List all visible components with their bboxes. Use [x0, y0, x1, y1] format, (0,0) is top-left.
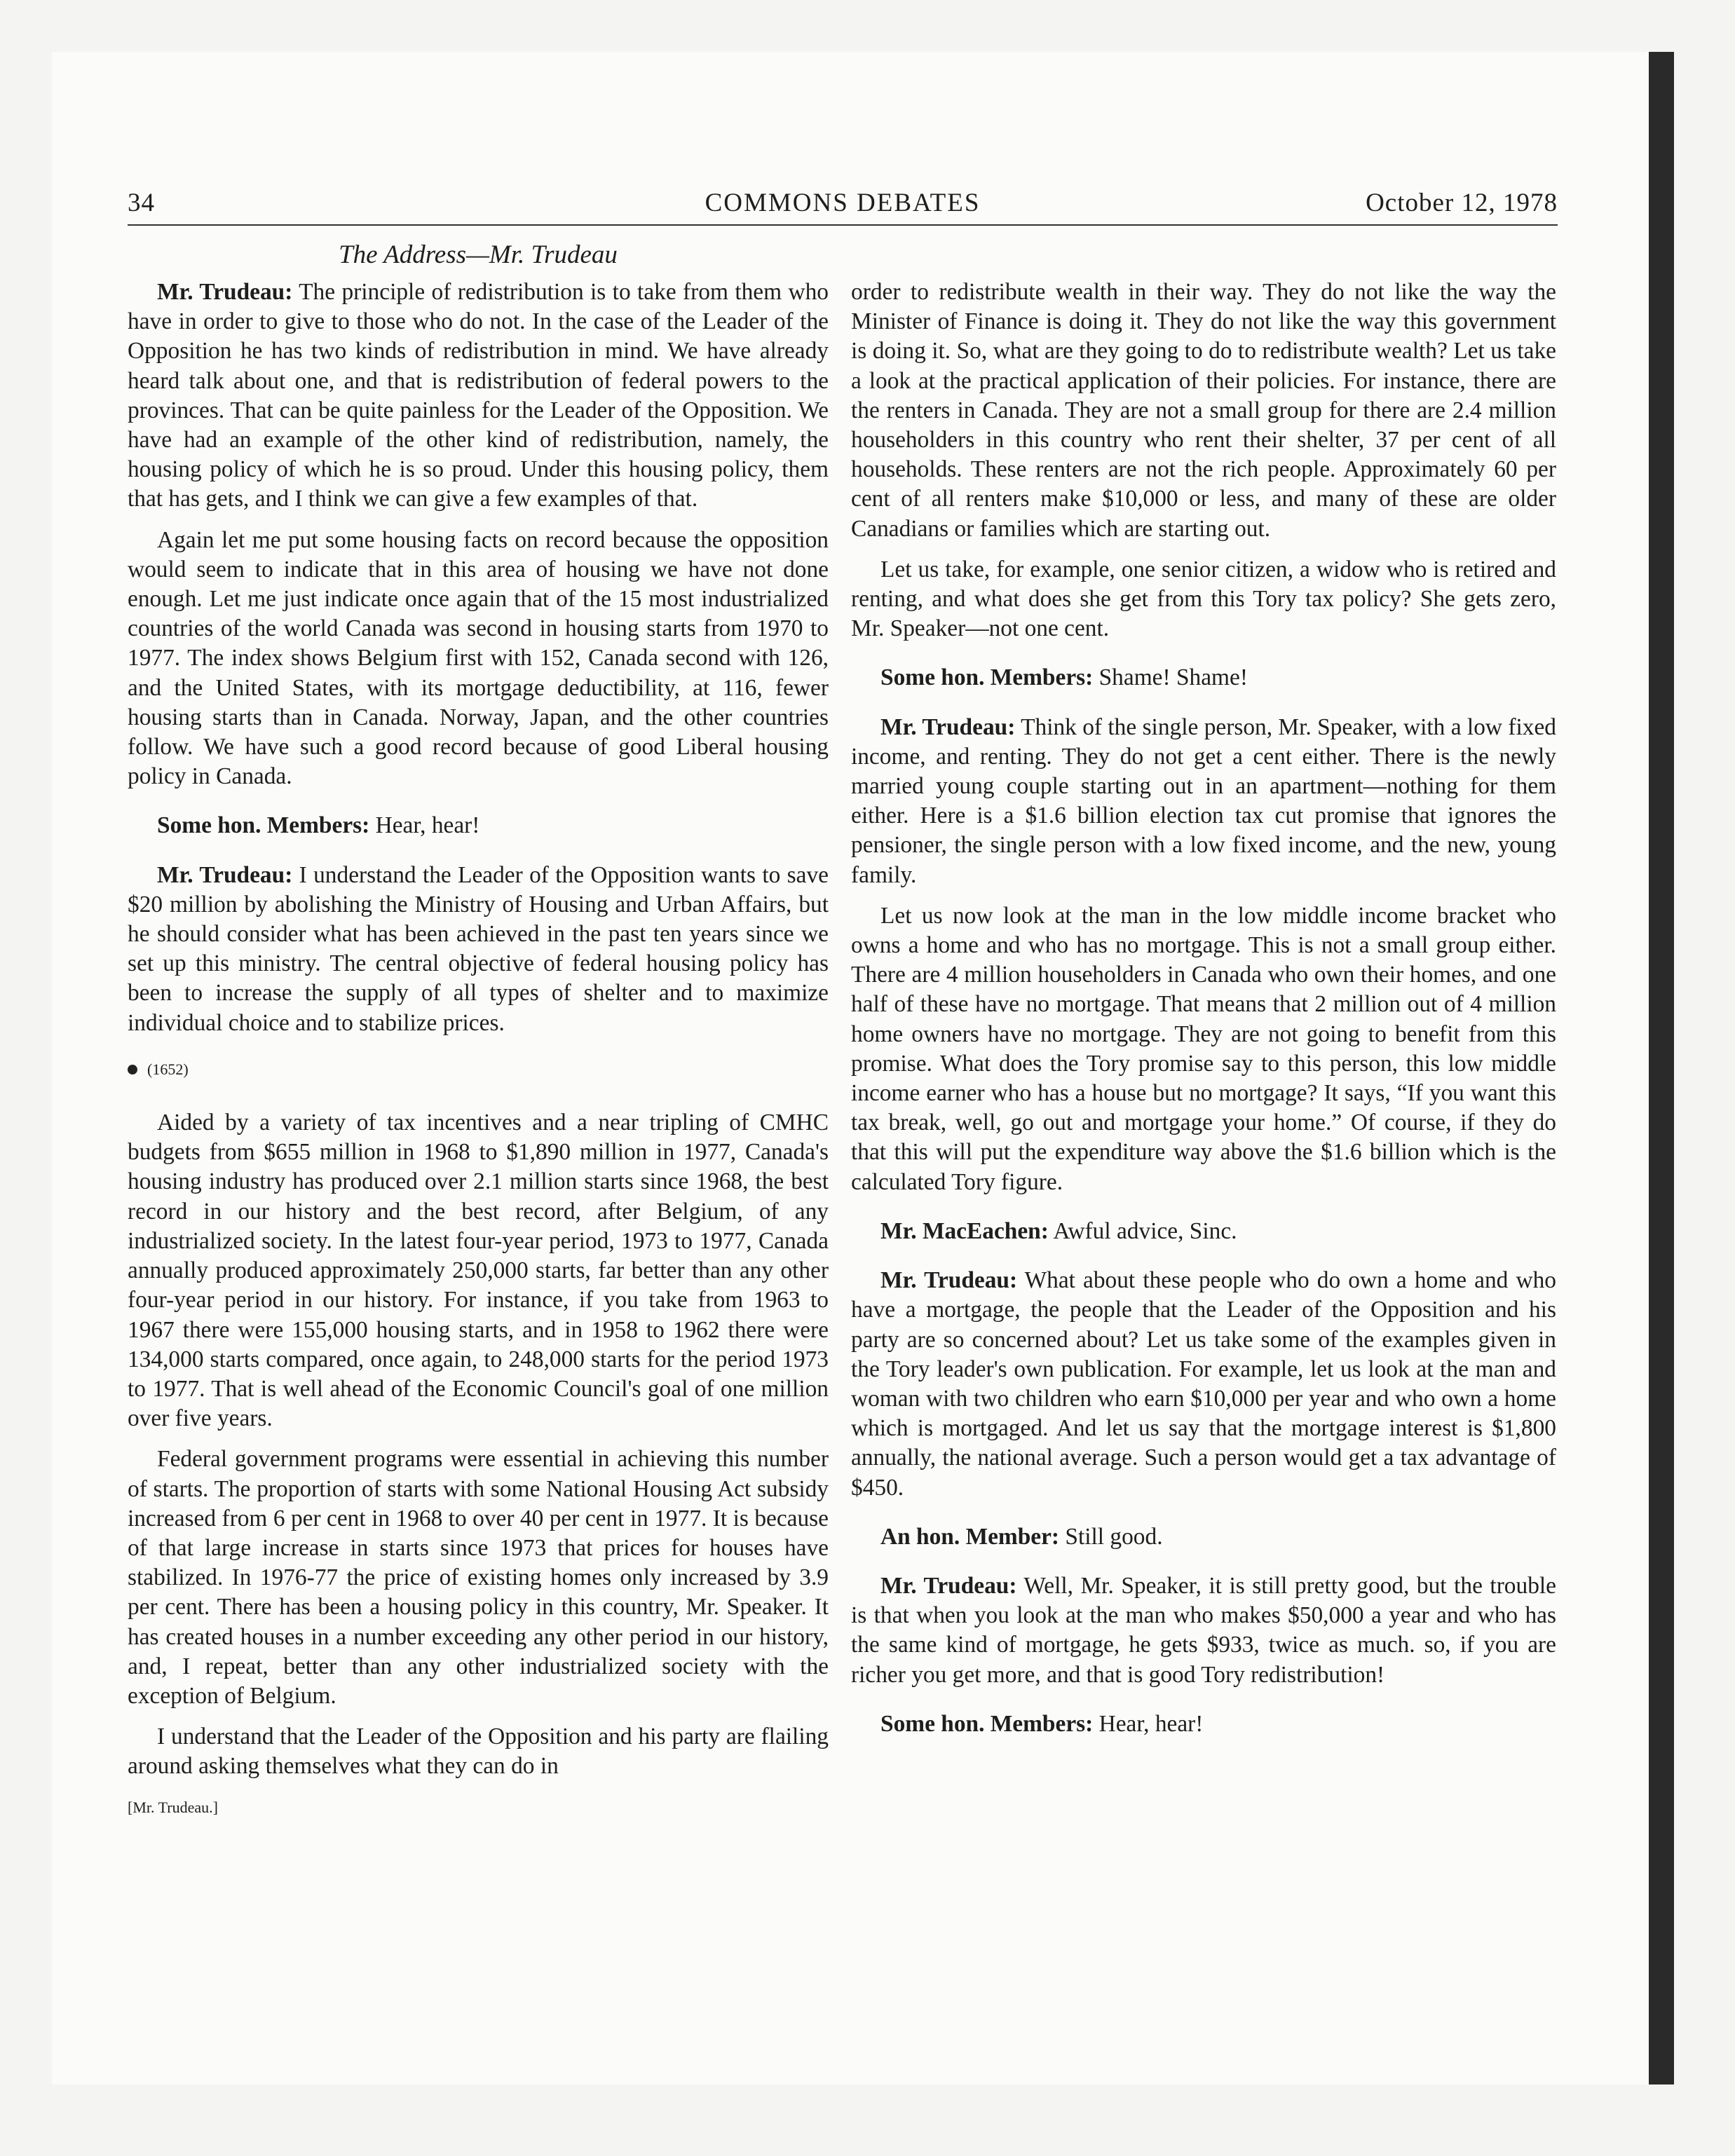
paragraph: Federal government programs were essential in achieving this number of starts. The proportion of starts with some National Housing Act subsidy increased from 6 per cent in 1968 to over 40 per cent in 1977. It is because of that large increase in starts since 1973 that prices for houses have stabilized. In 1976-77 the price of existing homes only increased by 3.9 per cent. There has been a housing policy in this country, Mr. Speaker. It has created houses in a number exceeding any other period in our history, and, I repeat, better than any other industrialized society with the exception of Belgium.: [128, 1446, 829, 1709]
paragraph: [851, 1522, 1556, 1552]
paragraph: [851, 1217, 1556, 1246]
speech-text: What about these people who do own a home and who have a mortgage, the people that the Leader of the Opposition and his party are so concerned about? Let us take some of the examples given in the Tory leader's own publication. For example, let us look at the man and woman with two children who earn $10,000 per year and who own a home which is mortgaged. And let us say that the mortgage interest is $1,800 annually, the national average. Such a person would get a tax advantage of $450.: [851, 1267, 1556, 1501]
paragraph: [851, 663, 1556, 692]
speaker-name: An hon. Member:: [880, 1523, 1060, 1550]
section-subheader: The Address—Mr. Trudeau: [339, 240, 618, 269]
publication-title: COMMONS DEBATES: [705, 189, 981, 217]
paragraph: [128, 278, 829, 514]
speaker-name: Some hon. Members:: [157, 812, 370, 839]
bullet-icon: [128, 1065, 137, 1074]
speech-text: The principle of redistribution is to take from them who have in order to give to those who do not. In the case of the Leader of the Opposition he has two kinds of redistribution in mind. We have already heard talk about one, and that is redistribution of federal powers to the provinces. That can be quite painless for the Leader of the Opposition. We have had an example of the other kind of redistribution, namely, the housing policy of which he is so proud. Under this housing policy, them that has gets, and I think we can give a few examples of that.: [128, 279, 829, 512]
speech-text: Think of the single person, Mr. Speaker, with a low fixed income, and renting. They do not get a cent either. There is the newly married young couple starting out in an apartment—nothing for them either. Here is a $1.6 billion election tax cut promise that ignores the pensioner, the single person with a low fixed income, and the new, young family.: [851, 714, 1556, 888]
speech-text: Hear, hear!: [1093, 1710, 1204, 1737]
speech-text: Awful advice, Sinc.: [1048, 1217, 1237, 1244]
paragraph: [851, 1710, 1556, 1739]
speaker-name: Mr. MacEachen:: [880, 1217, 1049, 1244]
speaker-name: Mr. Trudeau:: [880, 1572, 1017, 1599]
speaker-name: Mr. Trudeau:: [880, 1267, 1018, 1294]
paragraph: Let us now look at the man in the low middle income bracket who owns a home and who has no mortgage. This is not a small group either. There are 4 million householders in Canada who own their homes, and one half of these have no mortgage. That means that 2 million out of 4 million home owners have no mortgage. They are not going to benefit from this promise. What does the Tory promise say to this person, this low middle income earner who has a house but no mortgage? It says, “If you want this tax break, well, go out and mortgage your home.” Of course, if they do that this will put the expenditure way above the $1.6 billion which is the calculated Tory figure.: [851, 902, 1556, 1195]
speaker-name: Some hon. Members:: [880, 1710, 1094, 1737]
paragraph: [851, 713, 1556, 890]
speaker-name: Mr. Trudeau:: [157, 279, 293, 305]
speech-text: Still good.: [1059, 1523, 1163, 1550]
page-number: 34: [128, 189, 155, 217]
time-marker: [128, 1055, 829, 1084]
speaker-name: Mr. Trudeau:: [157, 861, 293, 888]
paragraph: Aided by a variety of tax incentives and a near tripling of CMHC budgets from $655 million in 1968 to $1,890 million in 1977, Canada's housing industry has produced over 2.1 million starts since 1968, the best record in our history and the best record, after Belgium, of any industrialized society. In the latest four-year period, 1973 to 1977, Canada annually produced approximately 250,000 starts, far better than any other four-year period in our history. For instance, if you take from 1963 to 1967 there were 155,000 housing starts, and in 1958 to 1962 there were 134,000 starts compared, once again, to 248,000 starts for the period 1973 to 1977. That is well ahead of the Economic Council's goal of one million over five years.: [128, 1110, 829, 1432]
speech-text: I understand the Leader of the Opposition wants to save $20 million by abolishing the Ministry of Housing and Urban Affairs, but he should consider what has been achieved in the past ten years since we set up this ministry. The central objective of federal housing policy has been to increase the supply of all types of shelter and to maximize individual choice and to stabilize prices.: [128, 861, 829, 1036]
paragraph: [128, 861, 829, 1038]
paragraph: [851, 1266, 1556, 1503]
paragraph: order to redistribute wealth in their way. They do not like the way the Minister of Finance is doing it. They do not like the way this government is doing it. So, what are they going to do to redistribute wealth? Let us take a look at the practical application of their policies. For instance, there are the renters in Canada. They are not a small group for there are 2.4 million householders in this country who rent their shelter, 37 per cent of all households. These renters are not the rich people. Approximately 60 per cent of all renters make $10,000 or less, and many of these are older Canadians or families which are starting out.: [851, 279, 1556, 542]
speaker-footnote: [Mr. Trudeau.]: [128, 1798, 218, 1816]
publication-date: October 12, 1978: [1366, 189, 1558, 217]
scan-edge-bar: [1649, 52, 1674, 2085]
left-column: [128, 278, 829, 1822]
speech-text: Hear, hear!: [369, 812, 480, 839]
running-header: [128, 188, 1558, 226]
speaker-name: Some hon. Members:: [880, 664, 1094, 691]
speaker-name: Mr. Trudeau:: [880, 714, 1016, 740]
paragraph: [128, 811, 829, 840]
paragraph: Let us take, for example, one senior citizen, a widow who is retired and renting, and what does she get from this Tory tax policy? She gets zero, Mr. Speaker—not one cent.: [851, 556, 1556, 642]
paragraph: [851, 1571, 1556, 1690]
timestamp-text: (1652): [147, 1060, 189, 1078]
speech-text: Well, Mr. Speaker, it is still pretty good, but the trouble is that when you look at the man who makes $50,000 a year and who has the same kind of mortgage, he gets $933, twice as much. so, if you are richer you get more, and that is good Tory redistribution!: [851, 1572, 1556, 1688]
right-column: [851, 278, 1556, 1759]
paragraph: I understand that the Leader of the Opposition and his party are flailing around asking themselves what they can do in: [128, 1724, 829, 1780]
speech-text: Shame! Shame!: [1093, 664, 1248, 691]
paragraph: Again let me put some housing facts on record because the opposition would seem to indicate that in this area of housing we have not done enough. Let me just indicate once again that of the 15 most industrialized countries of the world Canada was second in housing starts from 1970 to 1977. The index shows Belgium first with 152, Canada second with 126, and the United States, with its mortgage deductibility, at 116, fewer housing starts than in Canada. Norway, Japan, and the other countries follow. We have such a good record because of good Liberal housing policy in Canada.: [128, 526, 829, 790]
